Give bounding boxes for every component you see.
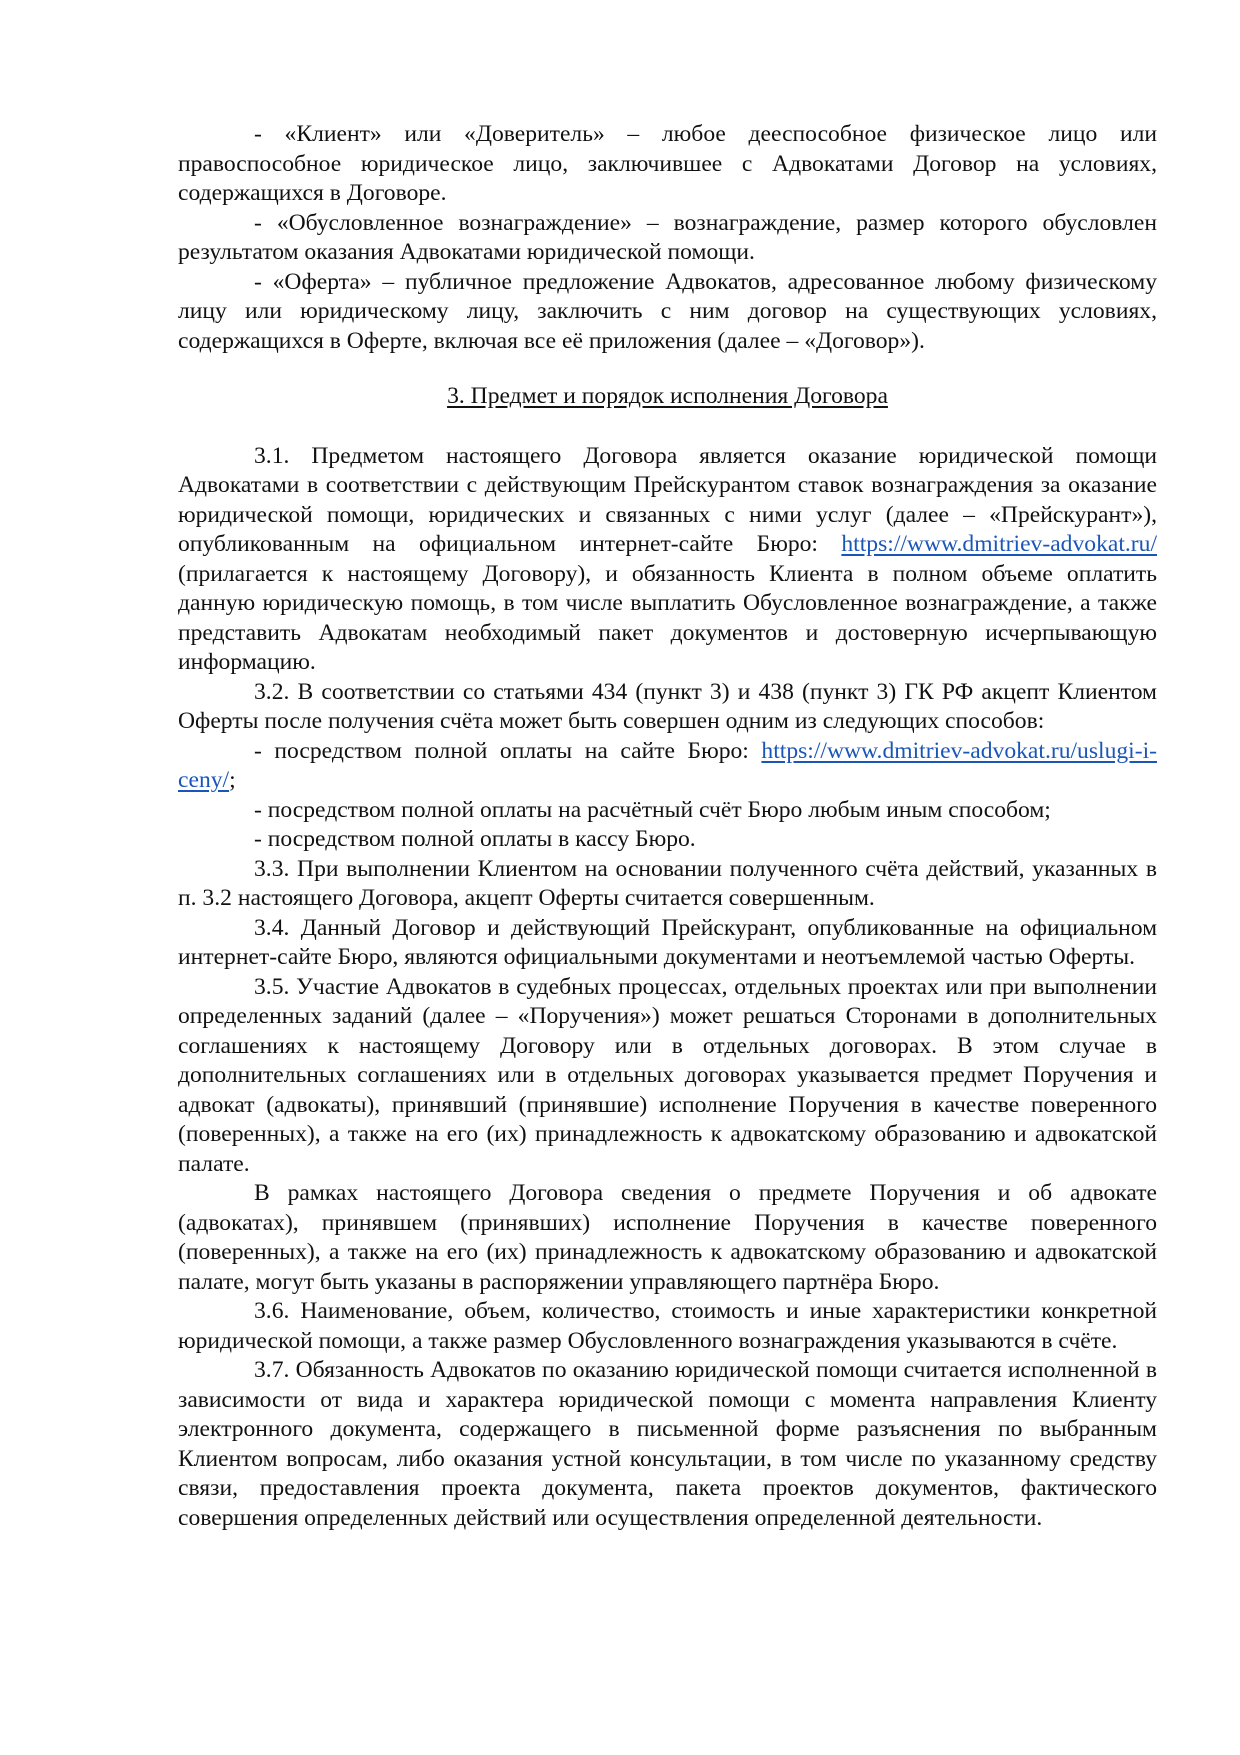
clause-3-5: 3.5. Участие Адвокатов в судебных процессах, отдельных проектах или при выполнении определенных заданий (далее – «Поручения») может решаться Сторонами в дополнительных соглашениях к настоящему Договору или в отдельных договорах. В этом случае в дополнительных соглашениях или в отдельных договорах указывается предмет Поручения и адвокат (адвокаты), принявший (принявшие) исполнение Поручения в качестве поверенного (поверенных), а также на его (их) принадлежность к адвокатскому образованию и адвокатской палате. bbox=[178, 973, 1157, 1177]
website-link[interactable]: https://www.dmitriev-advokat.ru/ bbox=[841, 531, 1157, 557]
clause-3-4: 3.4. Данный Договор и действующий Прейскурант, опубликованные на официальном интернет-сайте Бюро, являются официальными документами и неотъемлемой частью Оферты. bbox=[178, 914, 1157, 970]
clause-3-7: 3.7. Обязанность Адвокатов по оказанию юридической помощи считается исполненной в зависимости от вида и характера юридической помощи с момента направления Клиенту электронного документа, содержащего в письменной форме разъяснения по выбранным Клиентом вопросам, либо оказания устной консультации, в том числе по указанному средству связи, предоставления проекта документа, пакета проектов документов, фактического совершения определенных действий или осуществления определенной деятельности. bbox=[178, 1357, 1157, 1531]
option-site-payment-semicolon: ; bbox=[229, 767, 236, 793]
document-page bbox=[178, 120, 1157, 1533]
option-site-payment-text: - посредством полной оплаты на сайте Бюро: bbox=[254, 737, 762, 764]
clause-3-5-continuation: В рамках настоящего Договора сведения о предмете Поручения и об адвокате (адвокатах), принявшем (принявших) исполнение Поручения в качестве поверенного (поверенных), а также на его (их) принадлежность к адвокатскому образованию и адвокатской палате, могут быть указаны в распоряжении управляющего партнёра Бюро. bbox=[178, 1180, 1157, 1295]
clause-3-2-option-site-payment bbox=[178, 737, 1157, 796]
clause-3-1 bbox=[178, 442, 1157, 678]
definition-offer: - «Оферта» – публичное предложение Адвокатов, адресованное любому физическому лицу или юридическому лицу, заключить с ним договор на существующих условиях, содержащихся в Оферте, включая все её приложения (далее – «Договор»). bbox=[178, 268, 1157, 354]
clause-3-2: 3.2. В соответствии со статьями 434 (пункт 3) и 438 (пункт 3) ГК РФ акцепт Клиентом Оферты после получения счёта может быть совершен одним из следующих способов: bbox=[178, 678, 1157, 734]
clause-3-3: 3.3. При выполнении Клиентом на основании полученного счёта действий, указанных в п. 3.2 настоящего Договора, акцепт Оферты считается совершенным. bbox=[178, 855, 1157, 911]
clause-3-2-option-cash-desk: - посредством полной оплаты в кассу Бюро. bbox=[254, 826, 696, 852]
clause-3-2-option-bank-account: - посредством полной оплаты на расчётный счёт Бюро любым иным способом; bbox=[254, 796, 1051, 823]
section-title: 3. Предмет и порядок исполнения Договора bbox=[447, 383, 888, 409]
clause-3-6: 3.6. Наименование, объем, количество, стоимость и иные характеристики конкретной юридической помощи, а также размер Обусловленного вознаграждения указываются в счёте. bbox=[178, 1298, 1157, 1354]
section-heading bbox=[178, 382, 1157, 412]
clause-3-1-text-after: (прилагается к настоящему Договору), и обязанность Клиента в полном объеме оплатить данную юридическую помощь, в том числе выплатить Обусловленное вознаграждение, а также представить Адвокатам необходимый пакет документов и достоверную исчерпывающую информацию. bbox=[178, 560, 1157, 675]
definition-client: - «Клиент» или «Доверитель» – любое дееспособное физическое лицо или правоспособное юридическое лицо, заключившее с Адвокатами Договор на условиях, содержащихся в Договоре. bbox=[178, 121, 1157, 206]
clause-3-1-text-before: 3.1. Предметом настоящего Договора является оказание юридической помощи Адвокатами в соответствии с действующим Прейскурантом ставок вознаграждения за оказание юридической помощи, юридических и связанных с ними услуг (далее – «Прейскурант»), опубликованным на официальном интернет-сайте Бюро: bbox=[178, 442, 1157, 557]
definition-conditional-fee: - «Обусловленное вознаграждение» – вознаграждение, размер которого обусловлен результатом оказания Адвокатами юридической помощи. bbox=[178, 209, 1157, 265]
prices-page-link[interactable]: https://www.dmitriev-advokat.ru/uslugi-i-ceny/ bbox=[178, 737, 1157, 793]
